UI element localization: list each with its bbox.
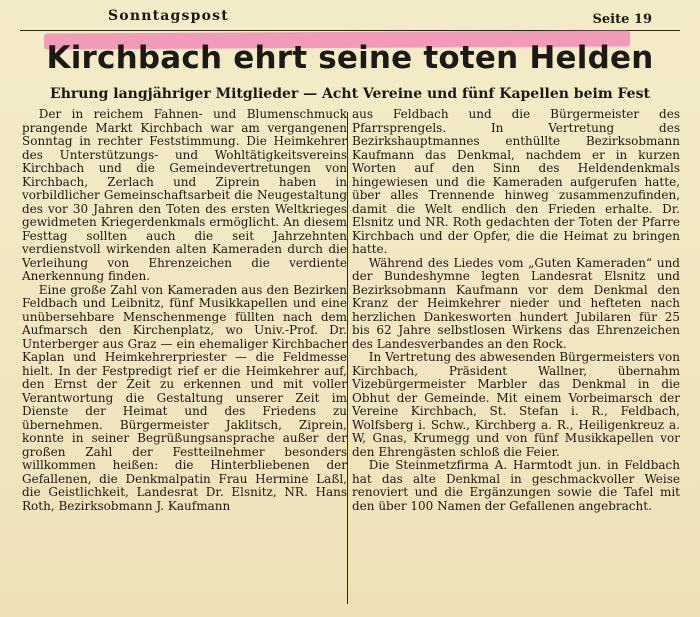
paragraph: Die Steinmetzfirma A. Harmtodt jun. in Feldbach hat das alte Denkmal in geschmackvoller Weise renoviert und die Ergänzungen sowie die Tafel mit den über 100 Namen der Gefallenen angebracht.: [352, 458, 680, 513]
page-header: [20, 8, 680, 31]
column-divider: [347, 112, 348, 604]
page-number: Seite 19: [592, 12, 652, 27]
article-subheadline: Ehrung langjähriger Mitglieder — Acht Vereine und fünf Kapellen beim Fest: [50, 86, 650, 102]
paragraph: Der in reichem Fahnen- und Blumenschmuck prangende Markt Kirchbach war am vergangenen Sonntag in rechter Feststimmung. Die Heimkehrer des Unterstützungs- und Wohltätigkeitsvereins Kirchbach und die Gemeindevertretungen von Kirchbach, Zerlach und Ziprein haben in vorbildlicher Gemeinschaftsarbeit die Neugestaltung des vor 30 Jahren den Toten des ersten Weltkrieges gewidmeten Kriegerdenkmals ermöglicht. An diesem Festtag sollten auch die seit Jahrzehnten verdienstvoll wirkenden alten Kameraden durch die Verleihung von Ehrenzeichen die verdiente Anerkennung finden.: [22, 107, 347, 283]
paragraph: aus Feldbach und die Bürgermeister des Pfarrsprengels. In Vertretung des Bezirkshauptmannes enthüllte Bezirksobmann Kaufmann das Denkmal, nachdem er in kurzen Worten auf den Sinn des Heldendenkmals hingewiesen und die Kameraden aufgerufen hatte, über alles Trennende hinweg zusammenzufinden, damit die Welt endlich den Frieden erhalte. Dr. Elsnitz und NR. Roth gedachten der Toten der Pfarre Kirchbach und der Opfer, die die Heimat zu bringen hatte.: [352, 107, 680, 256]
paragraph: In Vertretung des abwesenden Bürgermeisters von Kirchbach, Präsident Wallner, übernahm Vizebürgermeister Marbler das Denkmal in die Obhut der Gemeinde. Mit einem Vorbeimarsch der Vereine Kirchbach, St. Stefan i. R., Feldbach, Wolfsberg i. Schw., Kirchberg a. R., Heiligenkreuz a. W, Gnas, Krumegg und von fünf Musikkapellen vor den Ehrengästen schloß die Feier.: [352, 350, 680, 459]
article-column-left: [22, 108, 347, 513]
paragraph: Während des Liedes vom „Guten Kameraden“ und der Bundeshymne legten Landesrat Elsnitz und Bezirksobmann Kaufmann vor dem Denkmal den Kranz der Heimkehrer nieder und hefteten nach herzlichen Dankesworten hundert Jubilaren für 25 bis 62 Jahre selbstlosen Wirkens das Ehrenzeichen des Landesverbandes an den Rock.: [352, 255, 680, 351]
article-headline: Kirchbach ehrt seine toten Helden: [46, 40, 654, 76]
article-column-right: [352, 108, 680, 513]
publication-name: Sonntagspost: [108, 8, 229, 24]
paragraph: Eine große Zahl von Kameraden aus den Bezirken Feldbach und Leibnitz, fünf Musikkapellen und eine unübersehbare Menschenmenge füllten nach dem Aufmarsch den Kirchenplatz, wo Univ.-Prof. Dr. Unterberger aus Graz — ein ehemaliger Kirchbacher Kaplan und Heimkehrerpriester — die Feldmesse hielt. In der Festpredigt rief er die Heimkehrer auf, den Ernst der Zeit zu erkennen und mit voller Verantwortung die Gestaltung unserer Zeit im Dienste der Heimat und des Friedens zu übernehmen. Bürgermeister Jaklitsch, Ziprein, konnte in seiner Begrüßungsansprache außer der großen Zahl der Festteilnehmer besonders willkommen heißen: die Hinterbliebenen der Gefallenen, die Denkmalpatin Frau Hermine Laßl, die Geistlichkeit, Landesrat Dr. Elsnitz, NR. Hans Roth, Bezirksobmann J. Kaufmann: [22, 282, 347, 513]
